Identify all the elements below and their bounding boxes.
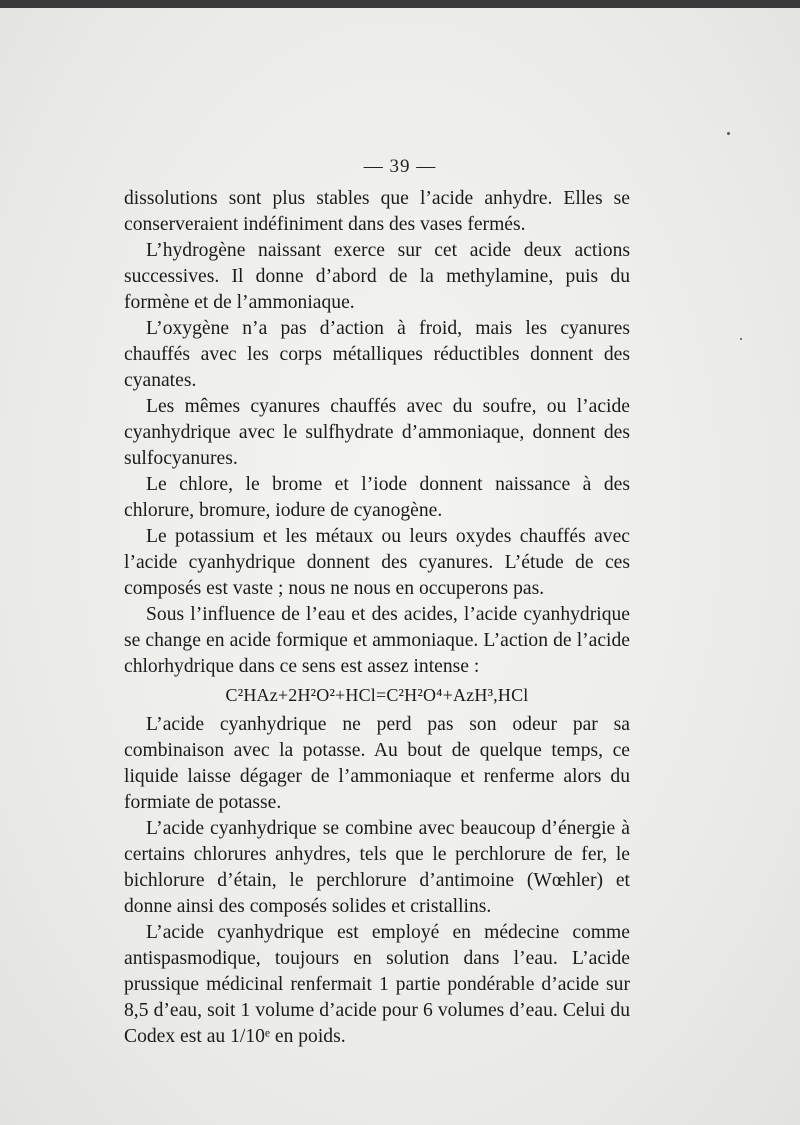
paragraph: Sous l’influence de l’eau et des acides, l’acide cyanhydrique se change en acide formique et ammoniaque. L’action de l’acide chlorhydrique dans ce sens est assez intense : [124, 604, 630, 677]
paragraph: dissolutions sont plus stables que l’acide anhydre. Elles se conserveraient indéfiniment dans des vases fermés. [124, 188, 630, 235]
paragraph: L’acide cyanhydrique ne perd pas son odeur par sa combinaison avec la potasse. Au bout de quelque temps, ce liquide laisse dégager de l’ammoniaque et renferme alors du formiate de potasse. [124, 714, 630, 813]
scan-speck [727, 132, 730, 135]
paragraph: Le chlore, le brome et l’iode donnent naissance à des chlorure, bromure, iodure de cyanogène. [124, 474, 630, 521]
paragraph: Les mêmes cyanures chauffés avec du soufre, ou l’acide cyanhydrique avec le sulfhydrate d’ammoniaque, donnent des sulfocyanures. [124, 396, 630, 469]
page-number: — 39 — [363, 156, 437, 177]
paragraph: L’acide cyanhydrique est employé en médecine comme antispasmodique, toujours en solution dans l’eau. L’acide prussique médicinal renfermait 1 partie pondérable d’acide sur 8,5 d’eau, soit 1 volume d’acide pour 6 volumes d’eau. Celui du Codex est au 1/10ᵉ en poids. [124, 922, 630, 1047]
book-page [0, 8, 800, 1125]
paragraph: Le potassium et les métaux ou leurs oxydes chauffés avec l’acide cyanhydrique donnent des cyanures. L’étude de ces composés est vaste ; nous ne nous en occuperons pas. [124, 526, 630, 599]
chemical-formula: C²HAz+2H²O²+HCl=C²H²O⁴+AzH³,HCl [225, 685, 529, 705]
paragraph-list [124, 186, 630, 1050]
paragraph: L’oxygène n’a pas d’action à froid, mais les cyanures chauffés avec les corps métalliques réductibles donnent des cyanates. [124, 318, 630, 391]
paragraph: L’acide cyanhydrique se combine avec beaucoup d’énergie à certains chlorures anhydres, tels que le perchlorure de fer, le bichlorure d’étain, le perchlorure d’antimoine (Wœhler) et donne ainsi des composés solides et cristallins. [124, 818, 630, 917]
paragraph: L’hydrogène naissant exerce sur cet acide deux actions successives. Il donne d’abord de la methylamine, puis du formène et de l’ammoniaque. [124, 240, 630, 313]
scan-top-edge [0, 0, 800, 8]
scan-speck [740, 338, 742, 340]
